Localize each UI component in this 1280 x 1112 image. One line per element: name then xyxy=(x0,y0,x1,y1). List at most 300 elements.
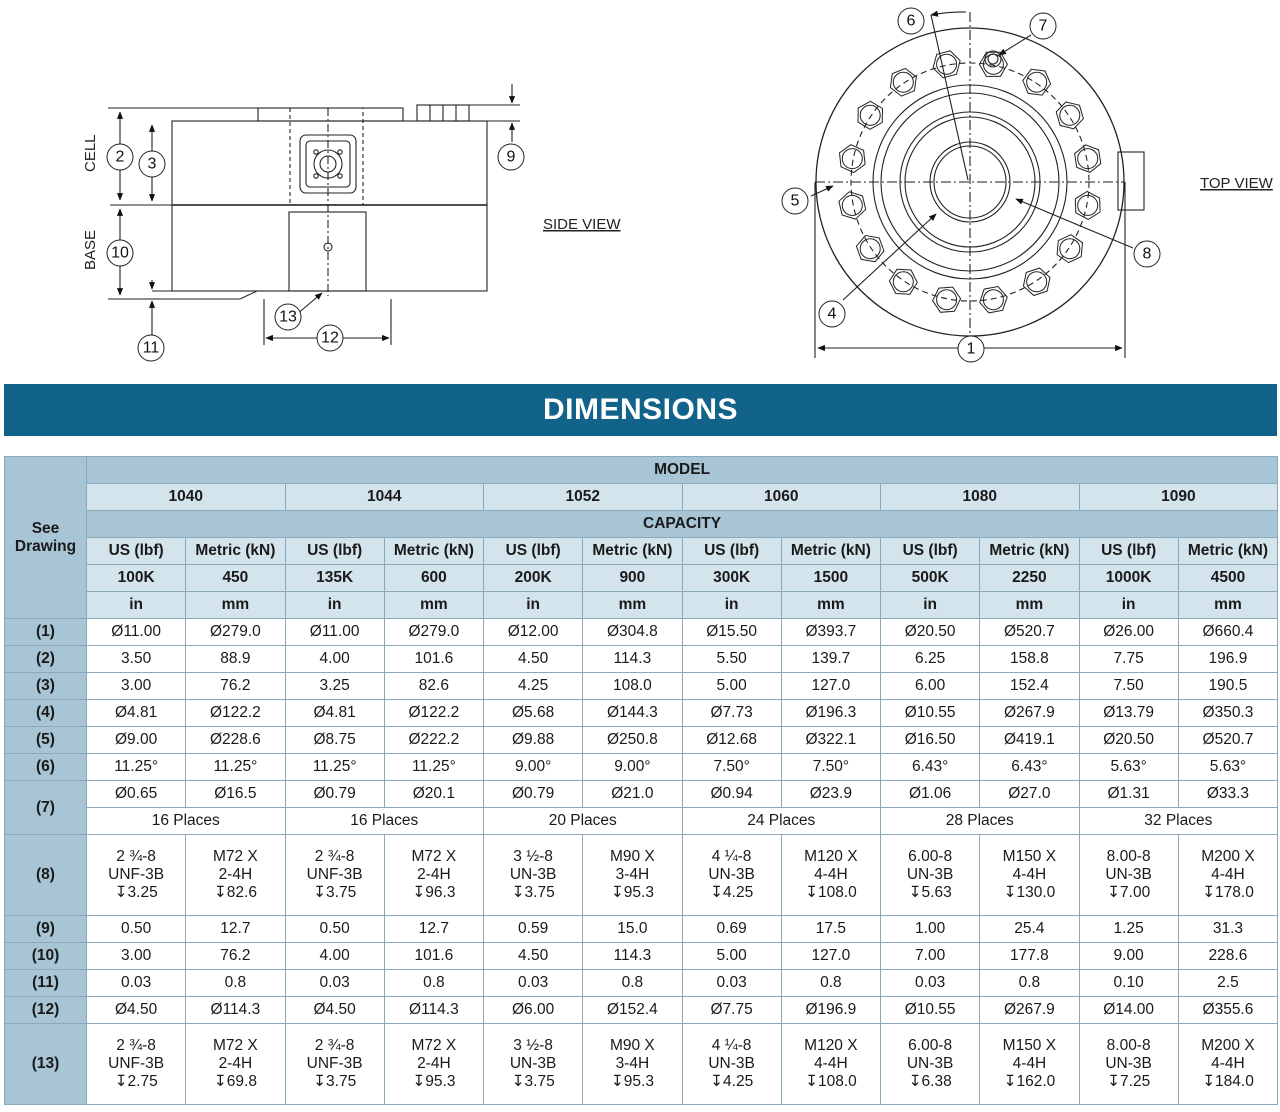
table-row xyxy=(5,754,1278,781)
thread-spec-line: ↧95.3 xyxy=(610,884,654,901)
table-cell: Ø14.00 xyxy=(1079,997,1178,1024)
thread-spec-line: UN-3B xyxy=(509,1055,557,1072)
table-cell: 6.43° xyxy=(881,754,980,781)
table-row xyxy=(5,916,1278,943)
table-cell: Ø20.50 xyxy=(1079,727,1178,754)
table-cell: 0.03 xyxy=(682,970,781,997)
table-cell: Ø0.79 xyxy=(285,781,384,808)
callout-2 xyxy=(107,144,133,170)
callout-12 xyxy=(317,325,343,351)
capacity-value: 900 xyxy=(583,565,682,592)
table-cell: 7.50 xyxy=(1079,673,1178,700)
length-unit: mm xyxy=(186,592,285,619)
svg-text:11: 11 xyxy=(142,339,160,357)
thread-spec-line: ↧96.3 xyxy=(412,884,456,901)
svg-text:8: 8 xyxy=(1142,245,1152,263)
table-cell: Ø304.8 xyxy=(583,619,682,646)
table-cell: 82.6 xyxy=(384,673,483,700)
thread-spec-line: M90 X xyxy=(609,848,655,865)
thread-spec-line: UN-3B xyxy=(1105,1055,1152,1072)
thread-spec-line: ↧3.75 xyxy=(313,884,357,901)
table-cell: 0.8 xyxy=(781,970,880,997)
thread-spec-line: ↧5.63 xyxy=(908,884,952,901)
thread-spec-line: 2-4H xyxy=(417,866,451,883)
table-cell: 0.69 xyxy=(682,916,781,943)
header-capacity-row xyxy=(5,511,1278,538)
table-cell: 11.25° xyxy=(186,754,285,781)
table-cell: Ø322.1 xyxy=(781,727,880,754)
thread-spec-line: 4-4H xyxy=(1012,866,1047,883)
thread-spec-line: UNF-3B xyxy=(108,866,165,883)
header-units-row xyxy=(5,538,1278,565)
table-row xyxy=(5,781,1278,808)
callout-5 xyxy=(782,188,808,214)
table-cell: 108.0 xyxy=(583,673,682,700)
table-cell: 127.0 xyxy=(781,943,880,970)
capacity-value: 500K xyxy=(881,565,980,592)
technical-drawings xyxy=(0,0,1280,380)
thread-spec-line: UN-3B xyxy=(708,1055,755,1072)
thread-spec-line: 2 ¾-8 xyxy=(116,1037,156,1054)
thread-spec-line: M72 X xyxy=(411,1037,457,1054)
table-cell: 196.9 xyxy=(1178,646,1277,673)
table-cell: 11.25° xyxy=(87,754,186,781)
table-cell: 76.2 xyxy=(186,673,285,700)
banner-title: DIMENSIONS xyxy=(542,393,739,426)
table-cell: Ø4.50 xyxy=(285,997,384,1024)
table-cell: Ø20.1 xyxy=(384,781,483,808)
table-cell: 7.75 xyxy=(1079,646,1178,673)
row-label: (11) xyxy=(5,970,87,997)
thread-spec-line: 4-4H xyxy=(814,1055,848,1072)
capacity-header: CAPACITY xyxy=(87,511,1278,538)
callout-6 xyxy=(898,8,924,34)
table-cell: 0.50 xyxy=(285,916,384,943)
table-cell: 76.2 xyxy=(186,943,285,970)
thread-spec-line: ↧2.75 xyxy=(114,1073,158,1090)
table-row xyxy=(5,619,1278,646)
thread-spec-cell xyxy=(285,835,384,916)
thread-spec-line: ↧7.25 xyxy=(1107,1073,1151,1090)
thread-spec-line: 4-4H xyxy=(1211,1055,1245,1072)
table-cell: Ø279.0 xyxy=(186,619,285,646)
svg-text:6: 6 xyxy=(906,12,916,30)
table-cell: 6.00 xyxy=(881,673,980,700)
row-label: (2) xyxy=(5,646,87,673)
table-cell: 4.00 xyxy=(285,646,384,673)
length-unit: in xyxy=(484,592,583,619)
thread-spec-cell xyxy=(484,835,583,916)
svg-text:9: 9 xyxy=(506,148,516,166)
bolt-hole xyxy=(893,72,913,92)
thread-spec-cell xyxy=(87,835,186,916)
unit-header: Metric (kN) xyxy=(980,538,1079,565)
table-cell: 190.5 xyxy=(1178,673,1277,700)
table-cell: Ø10.55 xyxy=(881,700,980,727)
table-cell: Ø20.50 xyxy=(881,619,980,646)
table-cell: Ø13.79 xyxy=(1079,700,1178,727)
dimensions-banner xyxy=(4,384,1277,436)
table-cell: Ø4.81 xyxy=(87,700,186,727)
model-name: 1090 xyxy=(1079,484,1278,511)
table-cell: 0.03 xyxy=(285,970,384,997)
svg-text:3: 3 xyxy=(147,155,157,173)
table-cell: 9.00° xyxy=(484,754,583,781)
thread-spec-line: UN-3B xyxy=(906,1055,954,1072)
table-cell: Ø355.6 xyxy=(1178,997,1277,1024)
table-cell: Ø33.3 xyxy=(1178,781,1277,808)
unit-header: Metric (kN) xyxy=(1178,538,1277,565)
table-cell: 114.3 xyxy=(583,943,682,970)
table-cell: Ø196.3 xyxy=(781,700,880,727)
row-label: (10) xyxy=(5,943,87,970)
length-unit: mm xyxy=(583,592,682,619)
thread-spec-line: 2 ¾-8 xyxy=(314,848,355,865)
thread-spec-cell xyxy=(384,1024,483,1105)
top-view-title: TOP VIEW xyxy=(1200,175,1273,192)
table-cell: Ø0.79 xyxy=(484,781,583,808)
table-cell: Ø26.00 xyxy=(1079,619,1178,646)
bolt-hole xyxy=(1060,239,1080,259)
top-view-drawing xyxy=(811,12,1144,358)
thread-spec-line: 2-4H xyxy=(218,866,253,883)
table-cell: Ø267.9 xyxy=(980,997,1079,1024)
table-cell: 2.5 xyxy=(1178,970,1277,997)
thread-spec-line: ↧184.0 xyxy=(1202,1073,1254,1090)
thread-spec-line: M200 X xyxy=(1201,1037,1255,1054)
table-cell: 12.7 xyxy=(186,916,285,943)
capacity-value: 4500 xyxy=(1178,565,1277,592)
thread-spec-line: 8.00-8 xyxy=(1106,848,1151,865)
thread-spec-line: 2 ¾-8 xyxy=(116,848,156,865)
thread-spec-cell xyxy=(781,1024,880,1105)
thread-spec-cell xyxy=(682,1024,781,1105)
thread-spec-line: 8.00-8 xyxy=(1106,1037,1151,1054)
thread-spec-line: M120 X xyxy=(804,848,858,865)
table-cell: 7.00 xyxy=(881,943,980,970)
row-label: (8) xyxy=(5,835,87,916)
thread-spec-line: 2 ¾-8 xyxy=(314,1037,355,1054)
capacity-value: 300K xyxy=(682,565,781,592)
svg-text:12: 12 xyxy=(321,329,339,347)
thread-spec-line: UN-3B xyxy=(509,866,557,883)
svg-text:1: 1 xyxy=(966,340,976,358)
thread-spec-line: 3 ½-8 xyxy=(513,848,553,865)
table-cell: 0.8 xyxy=(583,970,682,997)
table-cell: Ø520.7 xyxy=(1178,727,1277,754)
table-cell: 5.63° xyxy=(1178,754,1277,781)
thread-spec-cell xyxy=(484,1024,583,1105)
thread-spec-cell xyxy=(186,835,285,916)
table-cell: 11.25° xyxy=(285,754,384,781)
cell-label: CELL xyxy=(82,134,99,172)
thread-spec-cell xyxy=(881,835,980,916)
table-cell: Ø152.4 xyxy=(583,997,682,1024)
table-cell: 17.5 xyxy=(781,916,880,943)
table-cell: Ø1.06 xyxy=(881,781,980,808)
thread-spec-line: UN-3B xyxy=(1105,866,1152,883)
capacity-value: 1000K xyxy=(1079,565,1178,592)
bolt-hole xyxy=(1078,195,1098,215)
places-cell: 28 Places xyxy=(881,808,1080,835)
unit-header: US (lbf) xyxy=(87,538,186,565)
capacity-value: 600 xyxy=(384,565,483,592)
table-cell: Ø16.50 xyxy=(881,727,980,754)
table-cell: Ø228.6 xyxy=(186,727,285,754)
base-label: BASE xyxy=(82,229,99,270)
model-name: 1080 xyxy=(881,484,1080,511)
table-cell: Ø10.55 xyxy=(881,997,980,1024)
places-cell: 32 Places xyxy=(1079,808,1278,835)
thread-spec-cell xyxy=(781,835,880,916)
thread-spec-line: ↧3.75 xyxy=(511,884,555,901)
table-cell: 6.43° xyxy=(980,754,1079,781)
thread-spec-line: ↧4.25 xyxy=(710,884,754,901)
callout-4 xyxy=(819,301,845,327)
table-cell: 1.25 xyxy=(1079,916,1178,943)
svg-text:5: 5 xyxy=(790,192,800,210)
row-label: (7) xyxy=(5,781,87,835)
table-cell: 114.3 xyxy=(583,646,682,673)
table-cell: Ø15.50 xyxy=(682,619,781,646)
table-cell: Ø6.00 xyxy=(484,997,583,1024)
table-cell: 6.25 xyxy=(881,646,980,673)
table-cell: Ø114.3 xyxy=(186,997,285,1024)
thread-spec-line: ↧95.3 xyxy=(412,1073,456,1090)
table-cell: 101.6 xyxy=(384,943,483,970)
table-row xyxy=(5,1024,1278,1105)
row-label: (3) xyxy=(5,673,87,700)
thread-spec-line: ↧130.0 xyxy=(1003,884,1056,901)
table-row xyxy=(5,700,1278,727)
model-name: 1044 xyxy=(285,484,484,511)
table-cell: Ø5.68 xyxy=(484,700,583,727)
thread-spec-line: ↧82.6 xyxy=(213,884,257,901)
thread-spec-line: 4-4H xyxy=(1012,1055,1047,1072)
thread-spec-line: ↧108.0 xyxy=(804,1073,857,1090)
table-cell: Ø16.5 xyxy=(186,781,285,808)
header-length-units-row xyxy=(5,592,1278,619)
table-cell: 7.50° xyxy=(781,754,880,781)
side-view-title: SIDE VIEW xyxy=(543,216,621,233)
thread-spec-line: ↧4.25 xyxy=(710,1073,754,1090)
table-cell: Ø122.2 xyxy=(186,700,285,727)
table-cell: Ø9.88 xyxy=(484,727,583,754)
table-cell: Ø419.1 xyxy=(980,727,1079,754)
table-cell: 7.50° xyxy=(682,754,781,781)
thread-spec-cell xyxy=(583,835,682,916)
table-cell: 3.25 xyxy=(285,673,384,700)
svg-text:10: 10 xyxy=(111,244,129,262)
table-cell: 158.8 xyxy=(980,646,1079,673)
table-cell: 9.00° xyxy=(583,754,682,781)
unit-header: Metric (kN) xyxy=(583,538,682,565)
table-cell: 4.00 xyxy=(285,943,384,970)
thread-spec-line: M72 X xyxy=(212,1037,258,1054)
table-cell: 4.50 xyxy=(484,646,583,673)
model-name: 1052 xyxy=(484,484,683,511)
length-unit: mm xyxy=(781,592,880,619)
svg-text:4: 4 xyxy=(827,305,837,323)
length-unit: in xyxy=(682,592,781,619)
bolt-hole xyxy=(893,272,913,292)
table-cell: Ø250.8 xyxy=(583,727,682,754)
table-cell: 31.3 xyxy=(1178,916,1277,943)
table-cell: 5.63° xyxy=(1079,754,1178,781)
see-drawing-header: See Drawing xyxy=(5,457,87,619)
table-cell: 228.6 xyxy=(1178,943,1277,970)
thread-spec-cell xyxy=(881,1024,980,1105)
unit-header: Metric (kN) xyxy=(384,538,483,565)
table-cell: 0.8 xyxy=(980,970,1079,997)
thread-spec-line: ↧178.0 xyxy=(1202,884,1254,901)
capacity-value: 200K xyxy=(484,565,583,592)
table-cell: 139.7 xyxy=(781,646,880,673)
svg-text:7: 7 xyxy=(1038,17,1048,35)
table-cell: 127.0 xyxy=(781,673,880,700)
table-cell: Ø267.9 xyxy=(980,700,1079,727)
table-cell: Ø0.94 xyxy=(682,781,781,808)
thread-spec-line: ↧69.8 xyxy=(213,1073,257,1090)
table-cell: 0.59 xyxy=(484,916,583,943)
thread-spec-line: 3 ½-8 xyxy=(513,1037,553,1054)
table-cell: Ø144.3 xyxy=(583,700,682,727)
thread-spec-line: UNF-3B xyxy=(306,866,363,883)
svg-text:13: 13 xyxy=(279,308,297,326)
callout-10 xyxy=(107,240,133,266)
table-cell: Ø393.7 xyxy=(781,619,880,646)
bolt-hole xyxy=(842,195,862,215)
thread-spec-line: UN-3B xyxy=(906,866,954,883)
thread-spec-cell xyxy=(87,1024,186,1105)
table-cell: 5.50 xyxy=(682,646,781,673)
header-models-row xyxy=(5,484,1278,511)
thread-spec-line: ↧95.3 xyxy=(610,1073,654,1090)
places-cell: 20 Places xyxy=(484,808,683,835)
table-cell: 0.03 xyxy=(484,970,583,997)
callout-9 xyxy=(498,144,524,170)
thread-spec-line: ↧162.0 xyxy=(1003,1073,1056,1090)
row-label: (5) xyxy=(5,727,87,754)
thread-spec-line: M150 X xyxy=(1002,848,1057,865)
thread-spec-line: 4-4H xyxy=(814,866,848,883)
table-cell: Ø4.81 xyxy=(285,700,384,727)
thread-spec-cell xyxy=(384,835,483,916)
table-cell: 3.00 xyxy=(87,943,186,970)
table-cell: Ø4.50 xyxy=(87,997,186,1024)
table-cell: 0.50 xyxy=(87,916,186,943)
model-header: MODEL xyxy=(87,457,1278,484)
table-row xyxy=(5,673,1278,700)
thread-spec-cell xyxy=(980,1024,1079,1105)
thread-spec-line: M72 X xyxy=(411,848,457,865)
table-cell: 101.6 xyxy=(384,646,483,673)
thread-spec-line: 2-4H xyxy=(218,1055,253,1072)
thread-spec-cell xyxy=(980,835,1079,916)
bolt-hex xyxy=(933,51,960,78)
table-row xyxy=(5,727,1278,754)
header-capacities-row xyxy=(5,565,1278,592)
thread-spec-line: ↧3.25 xyxy=(114,884,158,901)
length-unit: in xyxy=(1079,592,1178,619)
unit-header: US (lbf) xyxy=(682,538,781,565)
table-cell: 25.4 xyxy=(980,916,1079,943)
length-unit: mm xyxy=(384,592,483,619)
table-cell: Ø122.2 xyxy=(384,700,483,727)
bolt-hole xyxy=(1060,105,1080,125)
table-cell: 11.25° xyxy=(384,754,483,781)
thread-spec-line: M90 X xyxy=(609,1037,655,1054)
table-cell: Ø660.4 xyxy=(1178,619,1277,646)
callout-7 xyxy=(1030,13,1056,39)
table-cell: 3.50 xyxy=(87,646,186,673)
table-cell: Ø8.75 xyxy=(285,727,384,754)
table-cell: 0.8 xyxy=(186,970,285,997)
thread-spec-cell xyxy=(682,835,781,916)
table-row xyxy=(5,997,1278,1024)
thread-spec-line: ↧6.38 xyxy=(908,1073,952,1090)
capacity-value: 2250 xyxy=(980,565,1079,592)
callout-8 xyxy=(1134,241,1160,267)
length-unit: in xyxy=(87,592,186,619)
places-cell: 16 Places xyxy=(87,808,286,835)
table-cell: 0.10 xyxy=(1079,970,1178,997)
table-cell: Ø222.2 xyxy=(384,727,483,754)
table-cell: 15.0 xyxy=(583,916,682,943)
thread-spec-line: ↧3.75 xyxy=(511,1073,555,1090)
callout-1 xyxy=(958,336,984,362)
capacity-value: 135K xyxy=(285,565,384,592)
table-row xyxy=(5,835,1278,916)
table-cell: 5.00 xyxy=(682,673,781,700)
capacity-value: 450 xyxy=(186,565,285,592)
table-cell: Ø23.9 xyxy=(781,781,880,808)
table-cell: Ø7.75 xyxy=(682,997,781,1024)
callout-3 xyxy=(139,151,165,177)
table-cell: Ø27.0 xyxy=(980,781,1079,808)
table-cell: 0.03 xyxy=(87,970,186,997)
table-cell: 152.4 xyxy=(980,673,1079,700)
table-cell: Ø1.31 xyxy=(1079,781,1178,808)
table-cell: Ø520.7 xyxy=(980,619,1079,646)
table-cell: 177.8 xyxy=(980,943,1079,970)
table-cell: 4.25 xyxy=(484,673,583,700)
table-cell: Ø7.73 xyxy=(682,700,781,727)
unit-header: US (lbf) xyxy=(1079,538,1178,565)
thread-spec-line: M72 X xyxy=(212,848,258,865)
thread-spec-line: 4 ¼-8 xyxy=(711,1037,752,1054)
bolt-hole xyxy=(1027,272,1047,292)
row-label: (12) xyxy=(5,997,87,1024)
row-label: (6) xyxy=(5,754,87,781)
capacity-value: 1500 xyxy=(781,565,880,592)
model-name: 1060 xyxy=(682,484,881,511)
table-cell: 12.7 xyxy=(384,916,483,943)
bolt-hole xyxy=(860,105,880,125)
callout-13 xyxy=(275,304,301,330)
dimensions-table xyxy=(4,456,1278,1105)
table-cell: Ø350.3 xyxy=(1178,700,1277,727)
callout-11 xyxy=(138,335,164,361)
table-cell: Ø114.3 xyxy=(384,997,483,1024)
table-cell: 9.00 xyxy=(1079,943,1178,970)
table-row xyxy=(5,943,1278,970)
header-model-row xyxy=(5,457,1278,484)
unit-header: US (lbf) xyxy=(881,538,980,565)
thread-spec-line: M150 X xyxy=(1002,1037,1057,1054)
row-label: (9) xyxy=(5,916,87,943)
thread-spec-cell xyxy=(1079,835,1178,916)
